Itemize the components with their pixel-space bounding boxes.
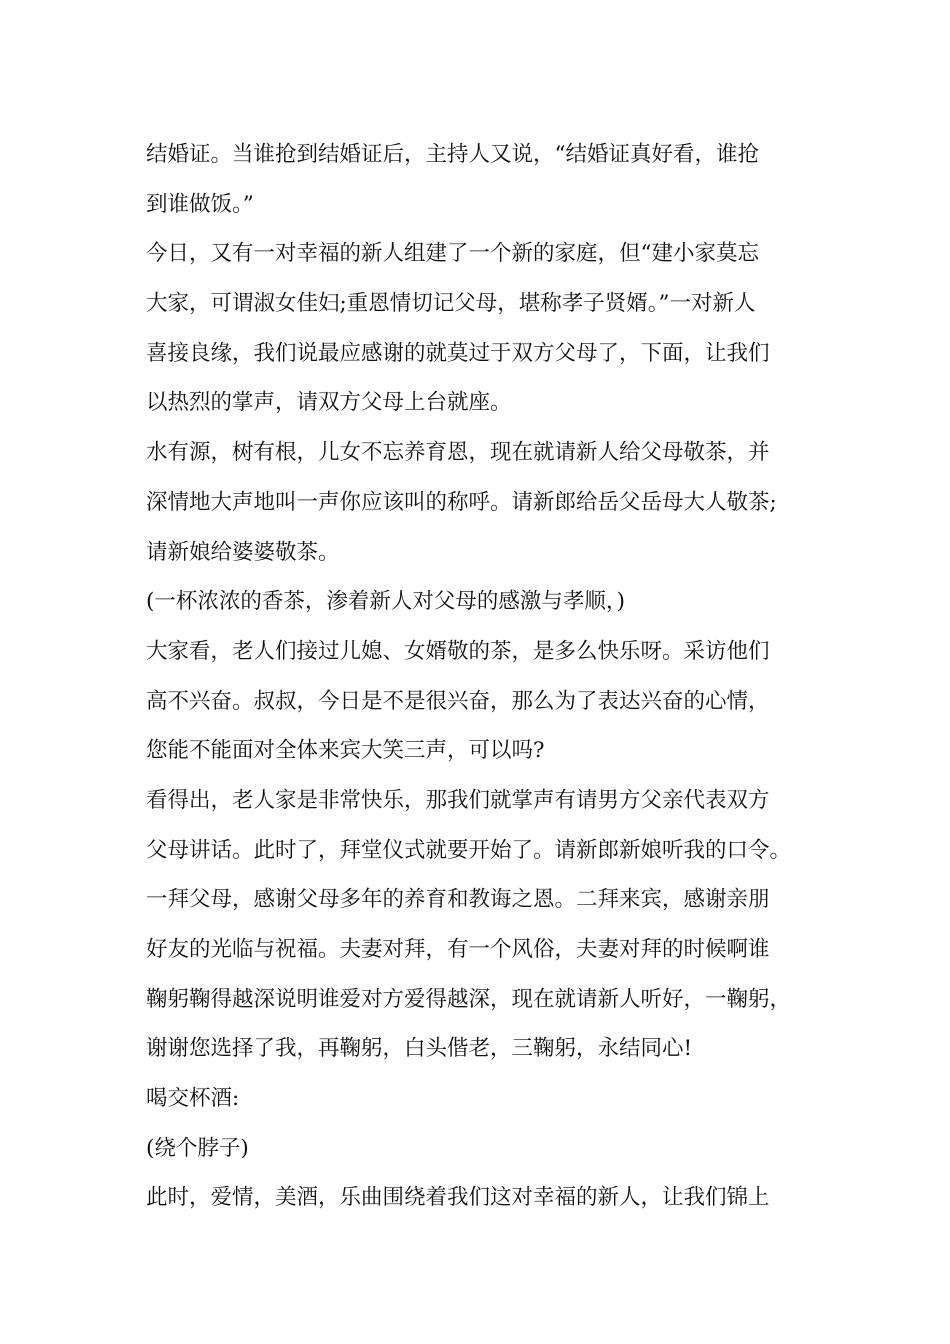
text-line: 结婚证。当谁抢到结婚证后，主持人又说，“结婚证真好看，谁抢 bbox=[146, 142, 759, 167]
text-line: 鞠躬鞠得越深说明谁爱对方爱得越深，现在就请新人听好，一鞠躬， bbox=[146, 986, 792, 1012]
text-line: 以热烈的掌声，请双方父母上台就座。 bbox=[146, 390, 512, 416]
text-line: 到谁做饭。” bbox=[146, 191, 254, 217]
text-line: (绕个脖子) bbox=[146, 1135, 249, 1161]
text-line: 高不兴奋。叔叔，今日是不是很兴奋，那么为了表达兴奋的心情， bbox=[146, 688, 770, 714]
text-line: 一拜父母，感谢父母多年的养育和教诲之恩。二拜来宾，感谢亲朋 bbox=[146, 887, 770, 913]
text-line: 深情地大声地叫一声你应该叫的称呼。请新郎给岳父岳母大人敬茶; bbox=[146, 489, 777, 515]
text-line: 看得出，老人家是非常快乐，那我们就掌声有请男方父亲代表双方 bbox=[146, 787, 770, 813]
text-line: 好友的光临与祝福。夫妻对拜，有一个风俗，夫妻对拜的时候啊谁 bbox=[146, 937, 770, 962]
text-line: 此时，爱情，美酒，乐曲围绕着我们这对幸福的新人，让我们锦上 bbox=[146, 1185, 770, 1211]
body-text bbox=[146, 130, 826, 1223]
text-line: 谢谢您选择了我，再鞠躬，白头偕老，三鞠躬，永结同心! bbox=[146, 1036, 693, 1062]
text-line: 今日，又有一对幸福的新人组建了一个新的家庭，但“建小家莫忘 bbox=[146, 241, 759, 267]
text-line: 请新娘给婆婆敬茶。 bbox=[146, 539, 340, 565]
text-line: 喜接良缘，我们说最应感谢的就莫过于双方父母了，下面，让我们 bbox=[146, 340, 770, 366]
text-line: 您能不能面对全体来宾大笑三声，可以吗? bbox=[146, 738, 545, 764]
text-line: (一杯浓浓的香茶，渗着新人对父母的感激与孝顺，) bbox=[146, 589, 626, 615]
text-line: 父母讲话。此时了，拜堂仪式就要开始了。请新郎新娘听我的口令。 bbox=[146, 837, 792, 863]
text-line: 大家看，老人们接过儿媳、女婿敬的茶，是多么快乐呀。采访他们 bbox=[146, 638, 770, 664]
text-line: 大家，可谓淑女佳妇;重恩情切记父母，堪称孝子贤婿。”一对新人 bbox=[146, 291, 756, 317]
text-line: 喝交杯酒: bbox=[146, 1086, 240, 1112]
text-line: 水有源，树有根，儿女不忘养育恩，现在就请新人给父母敬茶，并 bbox=[146, 440, 770, 466]
